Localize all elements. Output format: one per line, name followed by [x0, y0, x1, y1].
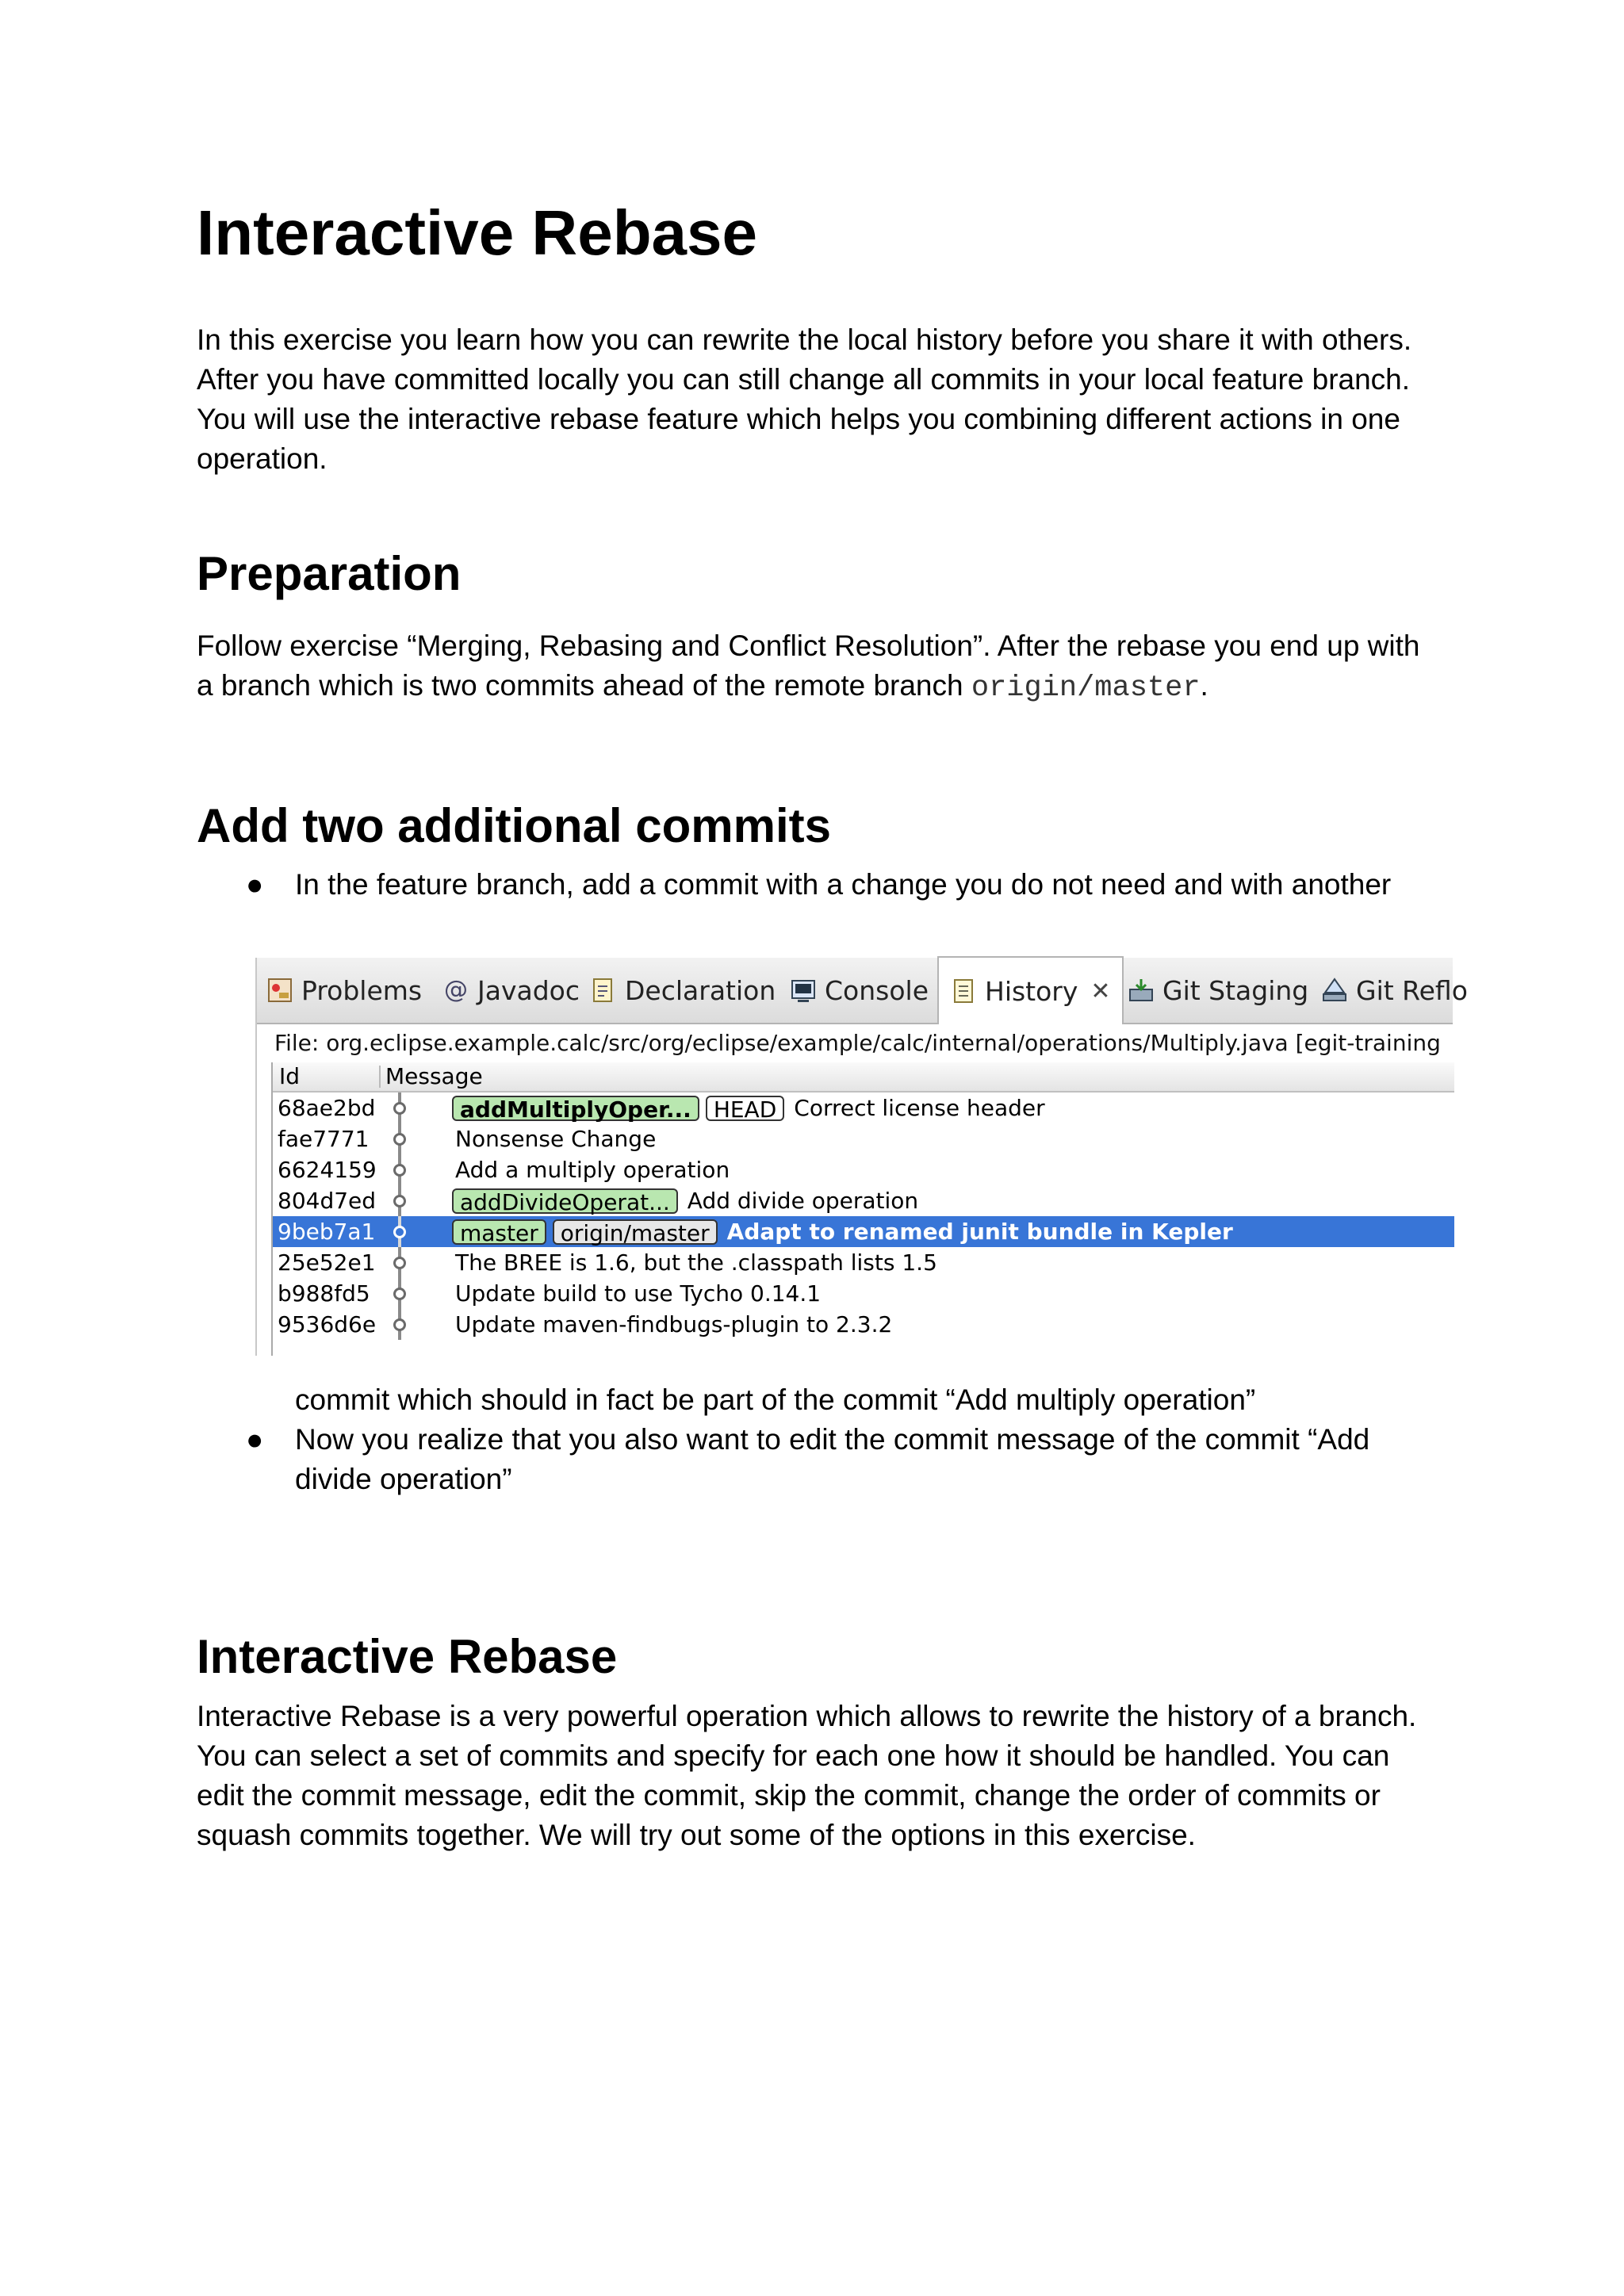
ref-label: addDivideOperat...: [452, 1188, 678, 1214]
tab-label: Git Staging: [1162, 974, 1309, 1006]
bullet-2-text: Now you realize that you also want to edit the commit message of the commit “Add divide operation”: [295, 1423, 1370, 1495]
list-item: [197, 1380, 1434, 1420]
problems-icon: [266, 977, 293, 1004]
table-row[interactable]: [273, 1309, 1454, 1340]
commit-message: Update maven-findbugs-plugin to 2.3.2: [455, 1311, 893, 1337]
ref-label: master: [452, 1219, 546, 1245]
add-commits-heading: Add two additional commits: [197, 799, 832, 852]
table-header: [273, 1062, 1454, 1093]
commit-id: 68ae2bd: [278, 1095, 376, 1121]
commit-graph-node: [390, 1278, 409, 1309]
page-title: Interactive Rebase: [197, 197, 758, 268]
commit-message-cell: [452, 1185, 918, 1216]
commit-id: b988fd5: [278, 1280, 370, 1307]
ref-label: HEAD: [706, 1096, 784, 1121]
tab-declaration[interactable]: [590, 958, 776, 1023]
commit-id: 6624159: [278, 1157, 377, 1183]
list-item: [197, 865, 1434, 905]
commit-graph-node: [390, 1123, 409, 1154]
commit-graph-node: [390, 1093, 409, 1123]
commit-message-cell: [452, 1278, 821, 1309]
commit-message-cell: [452, 1123, 656, 1154]
tab-label: Declaration: [625, 974, 776, 1006]
tab-label: Console: [825, 974, 929, 1006]
tab-history[interactable]: [937, 956, 1124, 1024]
graph-dot: [393, 1257, 406, 1269]
tab-git-staging[interactable]: [1128, 958, 1308, 1023]
intro-paragraph: In this exercise you learn how you can rewrite the local history before you share it with others. After you have committed locally you can still change all commits in your local feature branch. You will use the interactive rebase feature which helps you combining different actions in one operation.: [197, 323, 1412, 475]
commit-message: Adapt to renamed junit bundle in Kepler: [726, 1219, 1233, 1245]
bullet-1-continued: commit which should in fact be part of the commit “Add multiply operation”: [295, 1383, 1256, 1416]
table-row[interactable]: [273, 1278, 1454, 1309]
commit-message: Add a multiply operation: [455, 1157, 730, 1183]
commit-id: 25e52e1: [278, 1249, 376, 1276]
interactive-rebase-heading: Interactive Rebase: [197, 1630, 618, 1683]
commit-history-table: [271, 1062, 1454, 1356]
console-icon: [790, 977, 817, 1004]
table-row[interactable]: [273, 1123, 1454, 1154]
eclipse-history-screenshot: [255, 958, 1468, 1356]
bullet-dot: ●: [246, 868, 264, 901]
commit-id: 9beb7a1: [278, 1219, 376, 1245]
graph-dot: [393, 1288, 406, 1300]
tab-problems[interactable]: [266, 958, 422, 1023]
ref-label: addMultiplyOper...: [452, 1096, 699, 1121]
commit-message-cell: [452, 1154, 730, 1185]
graph-dot: [393, 1226, 406, 1238]
preparation-text: Follow exercise “Merging, Rebasing and Conflict Resolution”. After the rebase you end up with a branch which is two commits ahead of the remote branch: [197, 629, 1420, 702]
graph-dot: [393, 1102, 406, 1115]
tab-label: Problems: [301, 974, 423, 1006]
ref-label: origin/master: [553, 1219, 718, 1245]
commit-message: The BREE is 1.6, but the .classpath lists 1.5: [455, 1249, 937, 1276]
close-icon[interactable]: ✕: [1090, 977, 1111, 1005]
commit-id: 804d7ed: [278, 1188, 377, 1214]
graph-dot: [393, 1164, 406, 1177]
bullet-list-top: [197, 865, 1434, 905]
commit-message: Update build to use Tycho 0.14.1: [455, 1280, 822, 1307]
tab-git-reflog[interactable]: [1321, 958, 1468, 1023]
commit-message-cell: [452, 1247, 937, 1278]
commit-graph-node: [390, 1247, 409, 1278]
graph-dot: [393, 1318, 406, 1331]
bullet-1-text: In the feature branch, add a commit with a change you do not need and with another: [295, 868, 1392, 901]
history-file-path: File: org.eclipse.example.calc/src/org/eclipse/example/calc/internal/operations/Multiply.java [egit-training: [274, 1030, 1441, 1056]
tab-label: Javadoc: [477, 974, 580, 1006]
bullet-dot: ●: [246, 1423, 264, 1456]
graph-dot: [393, 1195, 406, 1207]
table-row[interactable]: [273, 1216, 1454, 1247]
interactive-rebase-paragraph: Interactive Rebase is a very powerful operation which allows to rewrite the history of a branch. You can select a set of commits and specify for each one how it should be handled. You can edit the commit message, edit the commit, skip the commit, change the order of commits or squash commits together. We will try out some of the options in this exercise.: [197, 1700, 1417, 1851]
preparation-paragraph: [197, 626, 1434, 708]
commit-message-cell: [452, 1216, 1233, 1247]
code-origin-master: origin/master: [971, 672, 1201, 705]
commit-graph-node: [390, 1185, 409, 1216]
commit-graph-node: [390, 1309, 409, 1340]
tab-label: Git Reflo: [1356, 974, 1468, 1006]
table-row[interactable]: [273, 1185, 1454, 1216]
javadoc-icon: @: [444, 976, 468, 1004]
commit-id: fae7771: [278, 1126, 370, 1152]
tab-javadoc[interactable]: [442, 958, 580, 1023]
declaration-icon: [590, 977, 617, 1004]
table-row[interactable]: [273, 1247, 1454, 1278]
preparation-text-end: .: [1200, 669, 1208, 702]
commit-message-cell: [452, 1309, 892, 1340]
history-icon: [950, 978, 977, 1004]
column-separator: [379, 1066, 381, 1088]
table-row[interactable]: [273, 1093, 1454, 1123]
column-header-id[interactable]: Id: [279, 1063, 301, 1089]
tab-label: History: [985, 975, 1078, 1007]
commit-id: 9536d6e: [278, 1311, 377, 1337]
git-reflog-icon: [1321, 977, 1348, 1004]
list-item: [197, 1420, 1434, 1499]
tab-console[interactable]: [790, 958, 929, 1023]
git-staging-icon: [1128, 977, 1155, 1004]
commit-graph-node: [390, 1154, 409, 1185]
commit-message: Nonsense Change: [455, 1126, 657, 1152]
commit-message-cell: [452, 1093, 1045, 1123]
preparation-heading: Preparation: [197, 547, 462, 600]
commit-message: Add divide operation: [687, 1188, 919, 1214]
commit-graph-node: [390, 1216, 409, 1247]
graph-dot: [393, 1133, 406, 1146]
bullet-list-bottom: [197, 1380, 1434, 1499]
view-tab-bar: [257, 958, 1468, 1024]
column-header-message[interactable]: Message: [385, 1063, 483, 1089]
table-row[interactable]: [273, 1154, 1454, 1185]
commit-message: Correct license header: [794, 1095, 1045, 1121]
